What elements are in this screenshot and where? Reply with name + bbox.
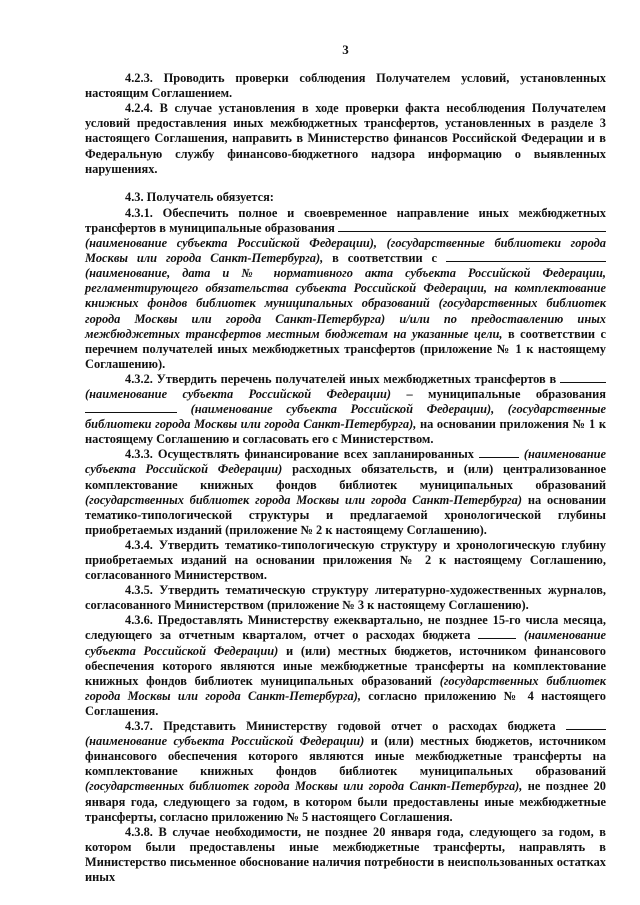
clause-text: 4.3.1. Обеспечить полное и своевременное направление иных межбюджетных трансфертов в муниципальные образования [85,205,606,235]
fill-in-blank [85,402,177,413]
page-number: 3 [342,42,349,57]
clause-text: расходных обязательств, и (или) централизованное комплектование книжных фондов библиотек муниципальных образований [85,462,606,492]
clause-text: не позднее 20 января года, следующего за годом, в котором были предоставлены иные межбюджетные трансферты, согласно приложению № 5 настоящего Соглашения. [85,779,606,824]
clause-4-3-3 [85,447,606,538]
clause-4-3-5: 4.3.5. Утвердить тематическую структуру литературно-художественных журналов, согласованного Министерством (приложение № 3 к настоящему Соглашению). [85,583,606,613]
clause-text: в соответствии с [332,251,438,266]
clause-4-3-4: 4.3.4. Утвердить тематико-типологическую структуру и хронологическую глубину приобретаемых изданий на основании приложения № 2 к настоящему Соглашению, согласованного Министерством. [85,537,606,583]
clause-text: в соответствии с перечнем получателей иных межбюджетных трансфертов (приложение № 1 к настоящему Соглашению). [85,326,606,371]
clause-4-3-1 [85,206,606,372]
clause-4-3-2 [85,372,606,447]
clause-text: и (или) местных бюджетов, источником финансового обеспечения которого являются иные межбюджетные трансферты на комплектование книжных фондов библиотек муниципальных образований [85,643,606,688]
section-heading-4-3: 4.3. Получатель обязуется: [125,189,274,204]
clause-text: на основании тематико-типологической структуры и предлагаемой хронологической глубины приобретаемых изданий (приложение № 2 к настоящему Соглашению). [85,492,606,537]
fill-in-blank [478,628,516,639]
fill-in-blank [479,447,519,458]
clause-text: на основании приложения № 1 к настоящему Соглашению и согласовать его с Министерством. [85,417,606,447]
placeholder-note: (государственных библиотек города Москвы или города Санкт-Петербурга), [85,673,606,703]
clause-text: согласно приложению № 4 настоящего Соглашения. [85,688,606,718]
clause-text: 4.3.3. Осуществлять финансирование всех запланированных [125,447,474,462]
placeholder-note: (государственных библиотек города Москвы или города Санкт-Петербурга) [85,492,523,507]
clause-text: 4.3.7. Представить Министерству годовой отчет о расходах бюджета [125,719,556,734]
fill-in-blank [566,719,606,730]
placeholder-note: (наименование субъекта Российской Федерации), (государственные библиотеки города Москвы или города Санкт-Петербурга), [85,402,606,432]
placeholder-note: (наименование субъекта Российской Федерации) [85,386,392,401]
placeholder-note: (наименование субъекта Российской Федерации) [85,628,607,658]
clause-text: – муниципальные образования [406,386,606,401]
placeholder-note: (наименование, дата и № нормативного акта субъекта Российской Федерации, регламентирующего обязательства субъекта Российской Федерации, на комплектование книжных фондов библиотек муниципальных образований (государственных библиотек города Москвы или города Санкт-Петербурга) и/или по предоставлению иных межбюджетных трансфертов местным бюджетам на указанные цели, [85,266,606,341]
placeholder-note: (наименование субъекта Российской Федерации) [85,734,365,749]
clause-4-3-6 [85,613,606,719]
placeholder-note: (государственных библиотек города Москвы или города Санкт-Петербурга), [85,779,523,794]
clause-4-3-8: 4.3.8. В случае необходимости, не позднее 20 января года, следующего за годом, в котором были предоставлены иные межбюджетные трансферты, направлять в Министерство письменное обоснование наличия потребности в неиспользованных остатках иных [85,824,606,884]
fill-in-blank [338,221,606,232]
clause-4-2-3: 4.2.3. Проводить проверки соблюдения Получателем условий, установленных настоящим Соглашением. [85,71,606,101]
clause-text: 4.3.2. Утвердить перечень получателей иных межбюджетных трансфертов в [125,371,557,386]
fill-in-blank [560,372,606,383]
clause-4-3-7 [85,719,606,825]
placeholder-note: (наименование субъекта Российской Федерации), (государственные библиотеки города Москвы или города Санкт-Петербурга), [85,236,606,266]
clause-4-2-4: 4.2.4. В случае установления в ходе проверки факта несоблюдения Получателем условий предоставления иных межбюджетных трансфертов, установленных в разделе 3 настоящего Соглашения, направить в Министерство финансов Российской Федерации и в Федеральную службу финансово-бюджетного надзора информацию о выявленных нарушениях. [85,101,606,176]
clause-text: и (или) местных бюджетов, источником финансового обеспечения которого являются иные межбюджетные трансферты на комплектование книжных фондов библиотек муниципальных образований [85,734,606,779]
clause-text: 4.3.6. Предоставлять Министерству ежеквартально, не позднее 15-го числа месяца, следующего за отчетным кварталом, отчет о расходах бюджета [85,613,606,643]
fill-in-blank [446,251,606,262]
placeholder-note: (наименование субъекта Российской Федерации) [85,447,606,477]
